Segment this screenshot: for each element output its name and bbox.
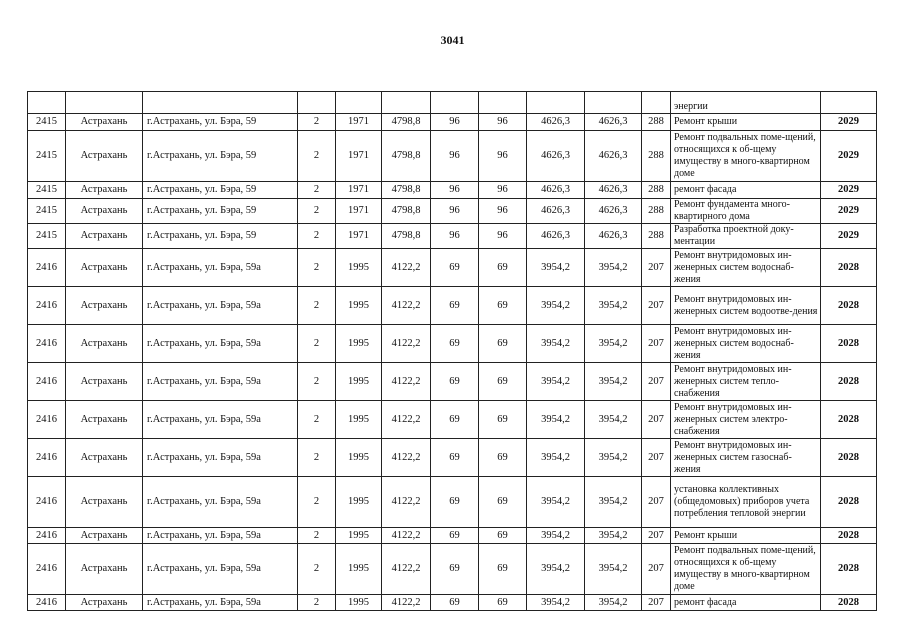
- cell-residential-units-2: 69: [479, 401, 527, 439]
- cell-address: г.Астрахань, ул. Бэра, 59: [143, 182, 298, 199]
- cell-residents: [642, 92, 671, 114]
- cell-living-area: 4626,3: [527, 199, 585, 224]
- cell-year-built: 1995: [336, 439, 382, 477]
- cell-total-area: 4798,8: [382, 131, 431, 182]
- cell-living-area-2: 3954,2: [585, 401, 642, 439]
- cell-year-built: 1995: [336, 325, 382, 363]
- cell-work-type: Ремонт подвальных поме-щений, относящихся к об-щему имуществу в много-квартирном доме: [671, 131, 821, 182]
- cell-living-area: [527, 92, 585, 114]
- cell-work-type: Ремонт внутридомовых ин-женерных систем водоснаб-жения: [671, 249, 821, 287]
- cell-number: 2416: [28, 249, 66, 287]
- cell-residential-units: 69: [431, 477, 479, 528]
- cell-floors: 2: [298, 249, 336, 287]
- cell-planned-year: 2029: [821, 199, 877, 224]
- cell-total-area: 4122,2: [382, 477, 431, 528]
- table-row: [28, 287, 877, 325]
- cell-municipality: Астрахань: [66, 131, 143, 182]
- cell-living-area-2: 4626,3: [585, 182, 642, 199]
- cell-living-area-2: 4626,3: [585, 114, 642, 131]
- cell-total-area: 4122,2: [382, 287, 431, 325]
- cell-living-area: 3954,2: [527, 544, 585, 595]
- table-row: [28, 363, 877, 401]
- cell-residents: 207: [642, 528, 671, 544]
- table-row: [28, 199, 877, 224]
- cell-total-area: 4798,8: [382, 199, 431, 224]
- cell-year-built: 1995: [336, 401, 382, 439]
- cell-residential-units: 69: [431, 595, 479, 611]
- cell-total-area: 4122,2: [382, 363, 431, 401]
- cell-number: [28, 92, 66, 114]
- cell-total-area: 4122,2: [382, 249, 431, 287]
- cell-year-built: 1995: [336, 287, 382, 325]
- cell-total-area: 4122,2: [382, 544, 431, 595]
- cell-work-type: Ремонт крыши: [671, 528, 821, 544]
- cell-municipality: Астрахань: [66, 477, 143, 528]
- cell-floors: 2: [298, 182, 336, 199]
- cell-planned-year: 2028: [821, 477, 877, 528]
- cell-total-area: 4798,8: [382, 114, 431, 131]
- cell-year-built: 1995: [336, 363, 382, 401]
- cell-residential-units-2: 69: [479, 595, 527, 611]
- cell-address: г.Астрахань, ул. Бэра, 59а: [143, 477, 298, 528]
- cell-living-area: 3954,2: [527, 249, 585, 287]
- cell-number: 2415: [28, 182, 66, 199]
- cell-total-area: 4122,2: [382, 595, 431, 611]
- cell-year-built: 1995: [336, 595, 382, 611]
- cell-residents: 207: [642, 249, 671, 287]
- cell-address: г.Астрахань, ул. Бэра, 59а: [143, 287, 298, 325]
- cell-residents: 207: [642, 363, 671, 401]
- cell-living-area: 3954,2: [527, 439, 585, 477]
- cell-living-area-2: 4626,3: [585, 224, 642, 249]
- cell-residential-units-2: 96: [479, 131, 527, 182]
- cell-number: 2416: [28, 477, 66, 528]
- cell-living-area-2: 4626,3: [585, 131, 642, 182]
- capital-repair-table: [27, 91, 877, 611]
- table-row: [28, 595, 877, 611]
- cell-residential-units: 96: [431, 199, 479, 224]
- cell-living-area-2: 3954,2: [585, 325, 642, 363]
- cell-residential-units-2: 69: [479, 439, 527, 477]
- cell-number: 2416: [28, 401, 66, 439]
- cell-residents: 207: [642, 439, 671, 477]
- cell-planned-year: 2028: [821, 439, 877, 477]
- cell-number: 2416: [28, 287, 66, 325]
- cell-address: г.Астрахань, ул. Бэра, 59а: [143, 595, 298, 611]
- cell-living-area: 4626,3: [527, 182, 585, 199]
- cell-work-type: Ремонт внутридомовых ин-женерных систем тепло-снабжения: [671, 363, 821, 401]
- cell-year-built: 1971: [336, 199, 382, 224]
- cell-municipality: Астрахань: [66, 528, 143, 544]
- cell-total-area: [382, 92, 431, 114]
- cell-residential-units-2: 96: [479, 224, 527, 249]
- cell-residents: 207: [642, 595, 671, 611]
- table-row: [28, 325, 877, 363]
- cell-residential-units: 69: [431, 528, 479, 544]
- cell-residential-units-2: 69: [479, 249, 527, 287]
- cell-address: г.Астрахань, ул. Бэра, 59а: [143, 401, 298, 439]
- cell-municipality: Астрахань: [66, 544, 143, 595]
- cell-living-area-2: [585, 92, 642, 114]
- cell-address: г.Астрахань, ул. Бэра, 59: [143, 131, 298, 182]
- cell-planned-year: 2028: [821, 249, 877, 287]
- cell-living-area-2: 3954,2: [585, 477, 642, 528]
- cell-work-type: Ремонт внутридомовых ин-женерных систем водоотве-дения: [671, 287, 821, 325]
- cell-year-built: 1995: [336, 249, 382, 287]
- cell-address: г.Астрахань, ул. Бэра, 59а: [143, 439, 298, 477]
- cell-living-area: 3954,2: [527, 325, 585, 363]
- cell-living-area-2: 3954,2: [585, 439, 642, 477]
- cell-work-type: Ремонт внутридомовых ин-женерных систем электро-снабжения: [671, 401, 821, 439]
- cell-residents: 207: [642, 287, 671, 325]
- cell-residential-units: 69: [431, 287, 479, 325]
- cell-residential-units-2: 69: [479, 325, 527, 363]
- cell-living-area-2: 3954,2: [585, 249, 642, 287]
- page-number: 3041: [440, 33, 465, 47]
- cell-residential-units-2: 96: [479, 182, 527, 199]
- cell-total-area: 4798,8: [382, 224, 431, 249]
- cell-living-area-2: 3954,2: [585, 363, 642, 401]
- cell-municipality: Астрахань: [66, 595, 143, 611]
- cell-number: 2416: [28, 544, 66, 595]
- cell-address: г.Астрахань, ул. Бэра, 59: [143, 199, 298, 224]
- cell-work-type: Ремонт внутридомовых ин-женерных систем водоснаб-жения: [671, 325, 821, 363]
- cell-floors: 2: [298, 401, 336, 439]
- cell-floors: 2: [298, 595, 336, 611]
- cell-living-area: 3954,2: [527, 477, 585, 528]
- cell-year-built: 1995: [336, 528, 382, 544]
- cell-residential-units: 96: [431, 131, 479, 182]
- cell-floors: [298, 92, 336, 114]
- cell-living-area: 3954,2: [527, 363, 585, 401]
- cell-floors: 2: [298, 544, 336, 595]
- cell-residential-units-2: 96: [479, 114, 527, 131]
- table-body: [28, 92, 877, 611]
- cell-residential-units-2: 69: [479, 477, 527, 528]
- cell-residential-units: 96: [431, 224, 479, 249]
- cell-municipality: Астрахань: [66, 224, 143, 249]
- cell-work-type: установка коллективных (общедомовых) приборов учета потребления тепловой энергии: [671, 477, 821, 528]
- cell-work-type: Ремонт внутридомовых ин-женерных систем газоснаб-жения: [671, 439, 821, 477]
- cell-residential-units-2: 69: [479, 528, 527, 544]
- cell-residential-units-2: 69: [479, 544, 527, 595]
- cell-municipality: Астрахань: [66, 363, 143, 401]
- cell-number: 2415: [28, 131, 66, 182]
- cell-floors: 2: [298, 287, 336, 325]
- cell-planned-year: 2029: [821, 182, 877, 199]
- cell-living-area: 3954,2: [527, 401, 585, 439]
- cell-residents: 207: [642, 544, 671, 595]
- cell-work-type: Ремонт подвальных поме-щений, относящихся к об-щему имуществу в много-квартирном доме: [671, 544, 821, 595]
- cell-address: г.Астрахань, ул. Бэра, 59а: [143, 544, 298, 595]
- cell-municipality: [66, 92, 143, 114]
- cell-municipality: Астрахань: [66, 287, 143, 325]
- cell-residential-units: [431, 92, 479, 114]
- cell-residents: 288: [642, 182, 671, 199]
- cell-municipality: Астрахань: [66, 249, 143, 287]
- cell-living-area-2: 3954,2: [585, 287, 642, 325]
- cell-floors: 2: [298, 477, 336, 528]
- cell-living-area: 4626,3: [527, 224, 585, 249]
- cell-residential-units-2: 69: [479, 363, 527, 401]
- cell-residents: 288: [642, 224, 671, 249]
- cell-residential-units-2: 69: [479, 287, 527, 325]
- cell-year-built: 1971: [336, 182, 382, 199]
- cell-planned-year: 2029: [821, 224, 877, 249]
- table-row: [28, 131, 877, 182]
- cell-work-type: ремонт фасада: [671, 182, 821, 199]
- cell-residents: 207: [642, 401, 671, 439]
- cell-municipality: Астрахань: [66, 439, 143, 477]
- cell-planned-year: 2028: [821, 544, 877, 595]
- cell-address: г.Астрахань, ул. Бэра, 59а: [143, 363, 298, 401]
- cell-total-area: 4122,2: [382, 401, 431, 439]
- cell-residential-units: 69: [431, 544, 479, 595]
- cell-planned-year: 2028: [821, 363, 877, 401]
- cell-residential-units: 69: [431, 401, 479, 439]
- cell-floors: 2: [298, 131, 336, 182]
- cell-living-area: 3954,2: [527, 528, 585, 544]
- table-row: [28, 114, 877, 131]
- cell-living-area: 3954,2: [527, 287, 585, 325]
- cell-work-type: ремонт фасада: [671, 595, 821, 611]
- cell-residents: 288: [642, 114, 671, 131]
- cell-address: г.Астрахань, ул. Бэра, 59а: [143, 528, 298, 544]
- table-row: [28, 439, 877, 477]
- cell-total-area: 4122,2: [382, 325, 431, 363]
- cell-residential-units-2: [479, 92, 527, 114]
- cell-floors: 2: [298, 325, 336, 363]
- cell-floors: 2: [298, 528, 336, 544]
- cell-address: г.Астрахань, ул. Бэра, 59а: [143, 249, 298, 287]
- cell-address: [143, 92, 298, 114]
- table-row: [28, 224, 877, 249]
- cell-floors: 2: [298, 199, 336, 224]
- cell-planned-year: 2028: [821, 325, 877, 363]
- cell-total-area: 4122,2: [382, 439, 431, 477]
- cell-work-type: энергии: [671, 92, 821, 114]
- table-row: [28, 249, 877, 287]
- table-row: [28, 182, 877, 199]
- table-row: [28, 528, 877, 544]
- cell-total-area: 4798,8: [382, 182, 431, 199]
- cell-number: 2415: [28, 199, 66, 224]
- cell-year-built: 1971: [336, 224, 382, 249]
- cell-planned-year: 2028: [821, 287, 877, 325]
- table-row: [28, 477, 877, 528]
- cell-planned-year: 2028: [821, 401, 877, 439]
- cell-number: 2415: [28, 114, 66, 131]
- cell-living-area: 4626,3: [527, 114, 585, 131]
- cell-planned-year: [821, 92, 877, 114]
- cell-address: г.Астрахань, ул. Бэра, 59: [143, 114, 298, 131]
- cell-residents: 288: [642, 131, 671, 182]
- cell-planned-year: 2029: [821, 131, 877, 182]
- cell-number: 2416: [28, 528, 66, 544]
- cell-floors: 2: [298, 114, 336, 131]
- cell-municipality: Астрахань: [66, 182, 143, 199]
- cell-address: г.Астрахань, ул. Бэра, 59а: [143, 325, 298, 363]
- cell-residents: 207: [642, 325, 671, 363]
- cell-residential-units: 96: [431, 114, 479, 131]
- cell-year-built: 1995: [336, 477, 382, 528]
- cell-residential-units: 96: [431, 182, 479, 199]
- cell-year-built: 1971: [336, 114, 382, 131]
- cell-living-area: 4626,3: [527, 131, 585, 182]
- cell-municipality: Астрахань: [66, 325, 143, 363]
- cell-year-built: 1971: [336, 131, 382, 182]
- cell-planned-year: 2028: [821, 528, 877, 544]
- table-row: [28, 544, 877, 595]
- cell-number: 2416: [28, 595, 66, 611]
- cell-year-built: [336, 92, 382, 114]
- cell-number: 2415: [28, 224, 66, 249]
- cell-living-area: 3954,2: [527, 595, 585, 611]
- cell-work-type: Ремонт фундамента много-квартирного дома: [671, 199, 821, 224]
- cell-residents: 288: [642, 199, 671, 224]
- cell-municipality: Астрахань: [66, 114, 143, 131]
- cell-work-type: Ремонт крыши: [671, 114, 821, 131]
- cell-number: 2416: [28, 439, 66, 477]
- cell-work-type: Разработка проектной доку-ментации: [671, 224, 821, 249]
- cell-living-area-2: 3954,2: [585, 595, 642, 611]
- cell-floors: 2: [298, 224, 336, 249]
- cell-residential-units: 69: [431, 439, 479, 477]
- cell-municipality: Астрахань: [66, 199, 143, 224]
- cell-number: 2416: [28, 363, 66, 401]
- cell-living-area-2: 3954,2: [585, 544, 642, 595]
- cell-residential-units: 69: [431, 325, 479, 363]
- cell-residential-units-2: 96: [479, 199, 527, 224]
- table-row: [28, 401, 877, 439]
- table-row: [28, 92, 877, 114]
- cell-planned-year: 2029: [821, 114, 877, 131]
- cell-planned-year: 2028: [821, 595, 877, 611]
- cell-living-area-2: 3954,2: [585, 528, 642, 544]
- cell-residential-units: 69: [431, 249, 479, 287]
- cell-total-area: 4122,2: [382, 528, 431, 544]
- cell-number: 2416: [28, 325, 66, 363]
- cell-municipality: Астрахань: [66, 401, 143, 439]
- cell-floors: 2: [298, 363, 336, 401]
- cell-floors: 2: [298, 439, 336, 477]
- cell-address: г.Астрахань, ул. Бэра, 59: [143, 224, 298, 249]
- cell-year-built: 1995: [336, 544, 382, 595]
- cell-living-area-2: 4626,3: [585, 199, 642, 224]
- cell-residents: 207: [642, 477, 671, 528]
- cell-residential-units: 69: [431, 363, 479, 401]
